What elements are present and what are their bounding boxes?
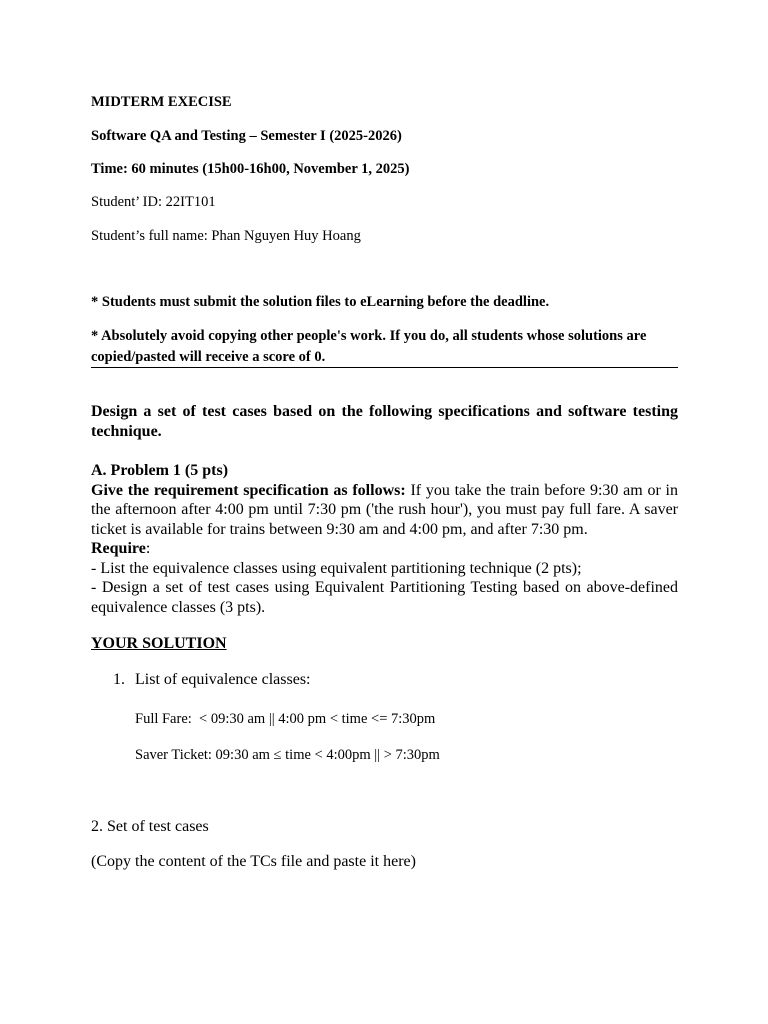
require-item: - List the equivalence classes using equivalent partitioning technique (2 pts); — [91, 559, 582, 577]
notice-copying: * Absolutely avoid copying other people's work. If you do, all students whose solutions are copied/pasted will receive a score of 0. — [91, 328, 647, 365]
require-item: - Design a set of test cases using Equivalent Partitioning Testing based on above-defined equivalence classes (3 pts). — [91, 579, 678, 616]
spec-label: Give the requirement specification as follows: — [91, 481, 406, 499]
list-item-equivalence-classes: List of equivalence classes: — [135, 671, 311, 688]
spec-text: If you take the train before 9:30 am or in the afternoon after 4:00 pm until 7:30 pm ('the rush hour'), you must pay full fare. A saver ticket is available for trains between 9:30 am and 4:00 pm, and after 7:30 pm. — [91, 481, 679, 538]
notice-submit: * Students must submit the solution files to eLearning before the deadline. — [91, 294, 550, 310]
problem-title: A. Problem 1 (5 pts) — [91, 462, 229, 479]
exercise-title: MIDTERM EXECISE — [91, 94, 232, 110]
divider-line — [91, 367, 678, 368]
solution-heading: YOUR SOLUTION — [91, 635, 227, 652]
problem-section — [91, 461, 678, 617]
require-line — [91, 539, 678, 559]
list-item-number: 1. — [113, 671, 125, 688]
saver-ticket-class: Saver Ticket: 09:30 am ≤ time < 4:00pm || > 7:30pm — [135, 747, 440, 763]
design-heading: Design a set of test cases based on the following specifications and software testing technique. — [91, 403, 678, 440]
student-name: Student’s full name: Phan Nguyen Huy Hoang — [91, 228, 361, 244]
require-colon: : — [145, 540, 151, 557]
full-fare-class: Full Fare: < 09:30 am || 4:00 pm < time <= 7:30pm — [135, 711, 436, 727]
exam-time: Time: 60 minutes (15h00-16h00, November 1, 2025) — [91, 161, 410, 177]
student-id: Student’ ID: 22IT101 — [91, 194, 216, 210]
test-cases-heading: 2. Set of test cases — [91, 818, 209, 835]
spec-paragraph — [91, 481, 678, 540]
test-cases-note: (Copy the content of the TCs file and paste it here) — [91, 853, 416, 870]
require-label: Require — [91, 540, 146, 557]
course-title: Software QA and Testing – Semester I (2025-2026) — [91, 128, 402, 144]
